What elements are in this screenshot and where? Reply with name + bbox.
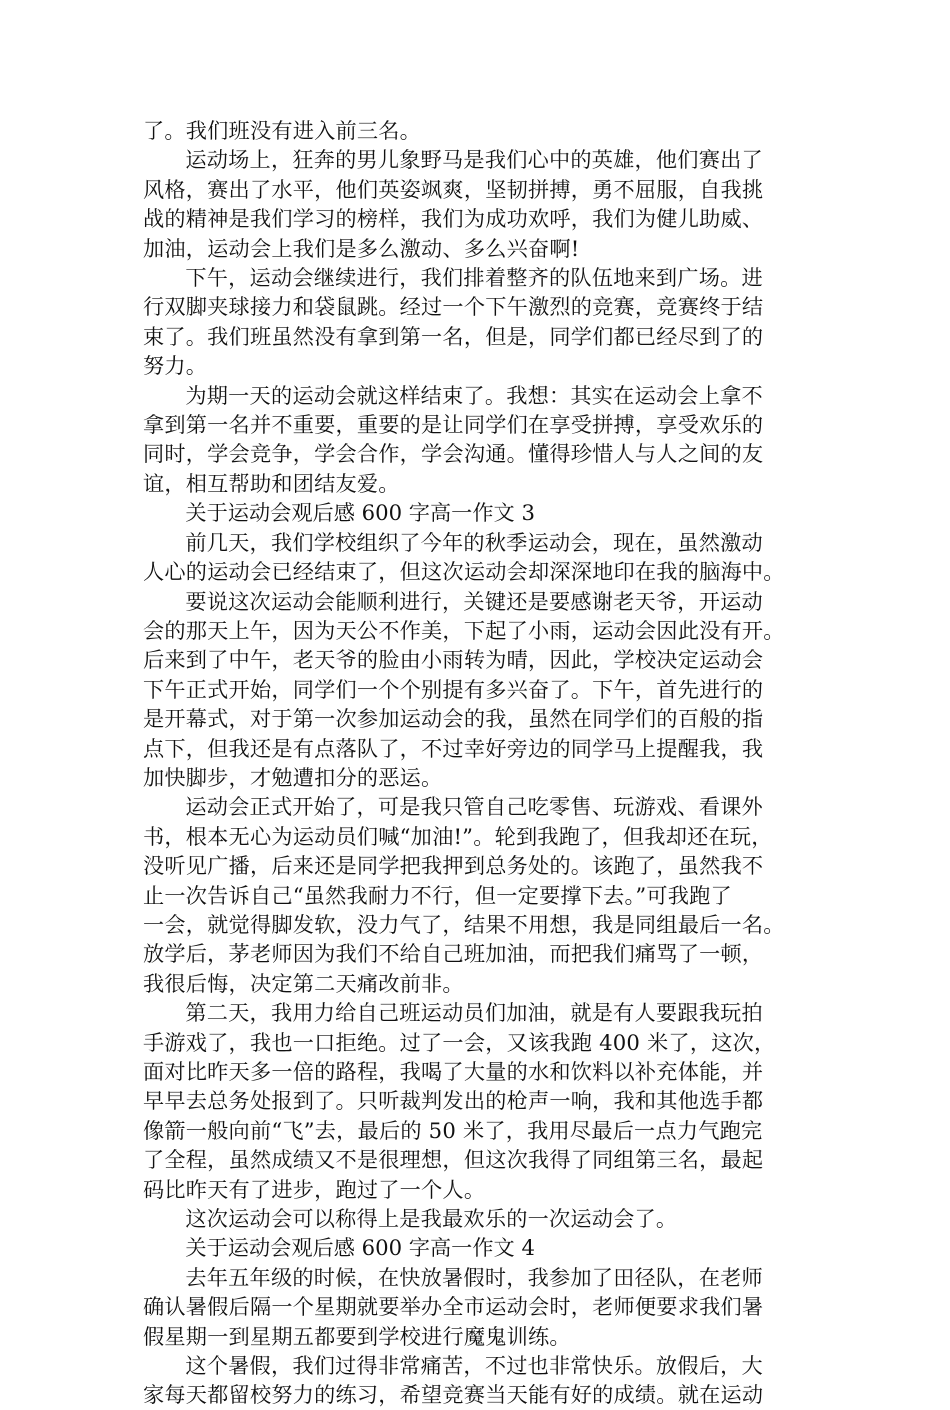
paragraph: 为期一天的运动会就这样结束了。我想：其实在运动会上拿不 拿到第一名并不重要，重要的是让同学们在享受拼搏，享受欢乐的 同时，学会竞争，学会合作，学会沟通。懂得珍惜人与人之间的友 谊，相互帮助和团结友爱。 <box>143 382 764 496</box>
paragraph: 下午，运动会继续进行，我们排着整齐的队伍地来到广场。进 行双脚夹球接力和袋鼠跳。经过一个下午激烈的竞赛，竞赛终于结 束了。我们班虽然没有拿到第一名，但是，同学们都已经尽到了的 努力。 <box>143 265 764 379</box>
paragraph: 第二天，我用力给自己班运动员们加油，就是有人要跟我玩拍 手游戏了，我也一口拒绝。过了一会，又该我跑 400 米了，这次， 面对比昨天多一倍的路程，我喝了大量的水和饮料以补充体能，并 早早去总务处报到了。只听裁判发出的枪声一响，我和其他选手都 像箭一般向前“飞”去，最后的 50 米了，我用尽最后一点力气跑完 了全程，虽然成绩又不是很理想，但这次我得了同组第三名，最起 码比昨天有了进步，跑过了一个人。 <box>143 1000 776 1202</box>
paragraph: 前几天，我们学校组织了今年的秋季运动会，现在，虽然激动 人心的运动会已经结束了，但这次运动会却深深地印在我的脑海中。 <box>143 529 785 585</box>
paragraph: 运动场上，狂奔的男儿象野马是我们心中的英雄，他们赛出了 风格，赛出了水平，他们英姿飒爽，坚韧拼搏，勇不屈服，自我挑 战的精神是我们学习的榜样，我们为成功欢呼，我们为健儿助威、 加油，运动会上我们是多么激动、多么兴奋啊! <box>143 147 764 261</box>
paragraph: 要说这次运动会能顺利进行，关键还是要感谢老天爷，开运动 会的那天上午，因为天公不作美，下起了小雨，运动会因此没有开。 后来到了中午，老天爷的脸由小雨转为晴，因此，学校决定运动会 下午正式开始，同学们一个个别提有多兴奋了。下午，首先进行的 是开幕式，对于第一次参加运动会的我，虽然在同学们的百般的指 点下，但我还是有点落队了，不过幸好旁边的同学马上提醒我，我 加快脚步，才勉遭扣分的恶运。 <box>143 588 785 790</box>
paragraph: 运动会正式开始了，可是我只管自己吃零售、玩游戏、看课外 书，根本无心为运动员们喊“加油!”。轮到我跑了，但我却还在玩， 没听见广播，后来还是同学把我押到总务处的。该跑了，虽然我不 止一次告诉自己“虽然我耐力不行，但一定要撑下去。”可我跑了 一会，就觉得脚发软，没力气了，结果不用想，我是同组最后一名。 放学后，茅老师因为我们不给自己班加油，而把我们痛骂了一顿， 我很后悔，决定第二天痛改前非。 <box>143 794 785 996</box>
section-heading: 关于运动会观后感 600 字高一作文 4 <box>185 1235 535 1261</box>
paragraph: 这个暑假，我们过得非常痛苦，不过也非常快乐。放假后，大 家每天都留校努力的练习，希望竞赛当天能有好的成绩。就在运动 <box>143 1353 764 1408</box>
section-heading: 关于运动会观后感 600 字高一作文 3 <box>185 500 535 526</box>
paragraph: 去年五年级的时候，在快放暑假时，我参加了田径队，在老师 确认暑假后隔一个星期就要举办全市运动会时，老师便要求我们暑 假星期一到星期五都要到学校进行魔鬼训练。 <box>143 1264 764 1349</box>
paragraph: 这次运动会可以称得上是我最欢乐的一次运动会了。 <box>185 1206 678 1232</box>
document-page <box>143 116 808 1410</box>
paragraph: 了。我们班没有进入前三名。 <box>143 118 422 143</box>
